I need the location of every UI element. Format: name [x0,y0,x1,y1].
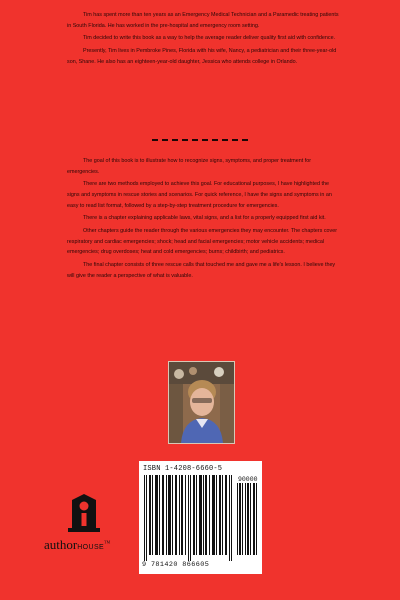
isbn-label: ISBN 1-4208-6660-5 [143,465,223,473]
book-description [67,156,343,283]
publisher-logo-icon [66,492,102,534]
barcode-bars [142,475,259,561]
description-paragraph: There is a chapter explaining applicable laws, vital signs, and a list for a properly equipped first aid kit. [83,215,326,222]
section-divider [152,139,248,143]
description-paragraph: The goal of this book is to illustrate how to recognize signs, symptoms, and proper treatment for emergencies. [67,158,312,175]
bio-paragraph: Tim decided to write this book as a way to help the average reader deliver quality first aid with confidence. [83,35,336,42]
barcode-number: 9 781420 866605 [142,561,210,569]
author-photo [168,361,235,444]
description-paragraph: The final chapter consists of three rescue calls that touched me and gave me a life's lesson. I believe they will give the reader a perspective of what is valuable. [67,262,336,279]
barcode [139,461,262,574]
author-bio [67,10,343,70]
description-paragraph: There are two methods employed to achieve this goal. For educational purposes, I have highlighted the signs and symptoms in rescue stories and scenarios. For quick reference, I have the signs and symptoms in an easy to read list format, followed by a step-by-step treatment procedure for emergencies. [67,181,332,209]
publisher-name: authorHOUSE™ [44,537,111,552]
publisher-logo [44,492,118,562]
description-paragraph: Other chapters guide the reader through the various emergencies they may encounter. The chapters cover respiratory and cardiac emergencies; shock; head and facial emergencies; motor vehicle accidents; medical emergencies; drug overdoses; heat and cold emergencies; burns; childbirth; and pediatrics. [67,228,338,256]
price-code: 90000 [238,476,258,483]
bio-paragraph: Tim has spent more than ten years as an Emergency Medical Technician and a Paramedic treating patients in South Florida. He has worked in the pre-hospital and emergency room setting. [67,12,339,29]
bio-paragraph: Presently, Tim lives in Pembroke Pines, Florida with his wife, Nancy, a pediatrician and their three-year-old son, Shane. He also has an eighteen-year-old daughter, Jessica who attends college in Orlando. [67,48,337,65]
